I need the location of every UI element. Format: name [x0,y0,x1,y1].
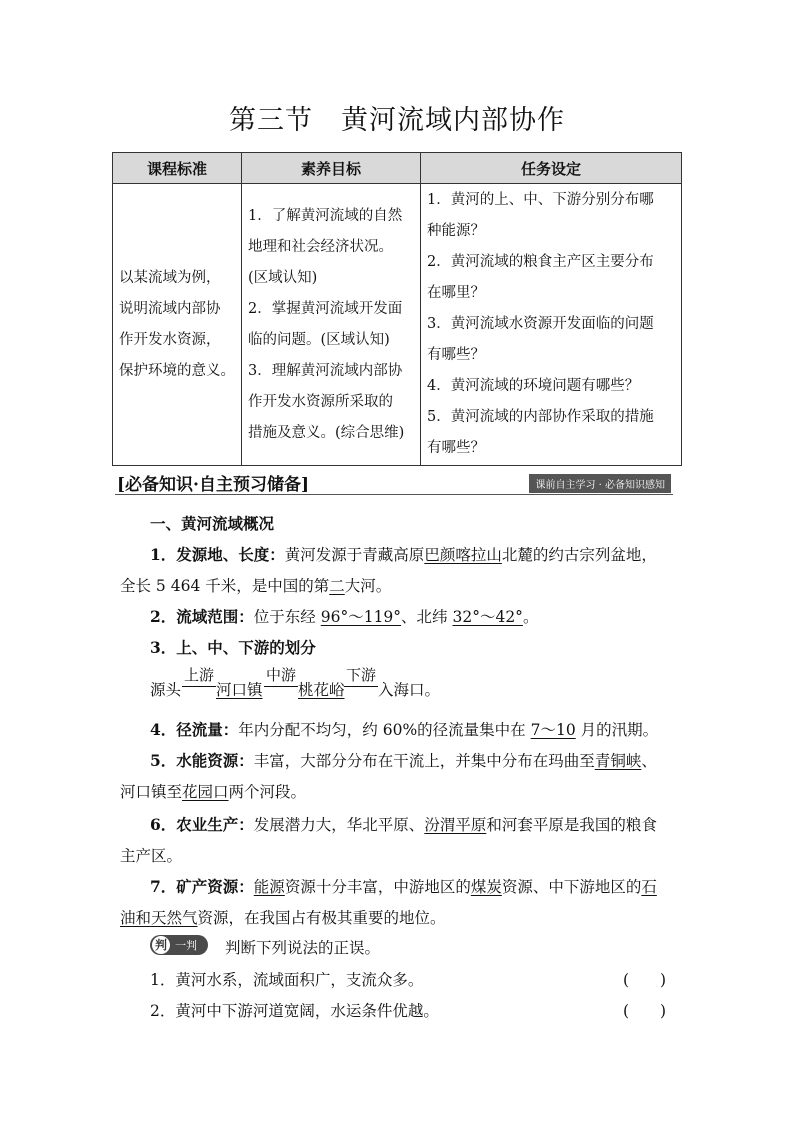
banner-title: [必备知识·自主预习储备] [117,475,310,495]
judge-item-2: 2．黄河中下游河道宽阔，水运条件优越。 [150,1002,439,1020]
p4-text: 月的汛期。 [575,721,659,739]
standard-line: 以某流域为例， [119,269,221,286]
paragraph-1 [150,543,657,565]
paragraph-7-cont [120,906,446,928]
p7-text: 资源十分丰富，中游地区的 [284,878,471,896]
p1-underline: 巴颜喀拉山 [424,546,502,564]
goals-cell [242,184,421,466]
p7-text: 资源、中下游地区的 [501,878,642,896]
p2-text: 位于东经 [253,608,321,626]
goal-line: 地理和社会经济状况。 [248,238,393,255]
standard-line: 作开发水资源， [119,331,221,348]
p2-label: 2．流域范围： [150,607,254,626]
flow-segment-middle [264,666,298,688]
segment-line [182,686,216,687]
goal-line: (区域认知) [248,269,318,286]
p7-text: 资源，在我国占有极其重要的地位。 [197,909,446,927]
p7-underline: 油和天然气 [120,909,198,927]
banner-tag: 课前自主学习 · 必备知识感知 [529,474,671,493]
goal-line: 作开发水资源所采取的 [248,393,393,410]
p7-underline: 煤炭 [470,878,502,896]
header-tasks: 任务设定 [421,153,682,184]
goal-line: 3．理解黄河流域内部协 [248,362,403,379]
page-title: 第三节 黄河流域内部协作 [229,105,565,136]
p2-text: 。 [522,608,539,626]
judge-badge-text: 一判 [175,939,197,952]
p7-underline: 石 [641,878,657,896]
p6-underline: 汾渭平原 [424,816,487,834]
p1-text: 全长 5 464 千米，是中国的第 [120,577,330,595]
p5-text: 河口镇至 [120,783,183,801]
p6-text: 发展潜力大，华北平原、 [253,816,425,834]
paragraph-5-cont [120,780,306,802]
task-line: 1．黄河的上、中、下游分别分布哪 [427,192,654,208]
answer-blank-2[interactable]: ( ) [623,1002,667,1020]
p7-underline: 能源 [253,878,285,896]
task-line: 在哪里？ [427,285,486,301]
segment-label: 上游 [183,666,214,684]
section-banner [115,468,673,495]
p1-text: 北麓的约古宗列盆地， [501,546,657,564]
paragraph-4 [150,718,658,740]
flow-node: 河口镇 [216,681,263,699]
judge-item-1: 1．黄河水系，流域面积广，支流众多。 [150,971,424,989]
p2-underline: 96°～119° [320,608,402,626]
p1-label: 1．发源地、长度： [150,545,285,564]
p1-underline: 二 [329,577,345,595]
section-heading [150,512,274,534]
flow-segment-lower [344,666,378,688]
p2-underline: 32°～42° [452,608,523,626]
task-line: 有哪些？ [427,440,486,456]
goal-line: 临的问题。(区域认知) [248,331,390,348]
flow-end: 入海口。 [378,681,441,699]
goal-line: 1．了解黄河流域的自然 [248,207,403,224]
goal-line: 2．掌握黄河流域开发面 [248,300,403,317]
paragraph-1-cont [120,574,391,596]
segment-line [264,686,298,687]
p3-label: 3．上、中、下游的划分 [150,638,316,657]
segment-label: 中游 [265,666,296,684]
objectives-table [112,152,682,466]
table-header-row [113,153,682,184]
flow-segment-upper [182,666,216,688]
river-division-diagram [150,664,550,704]
p5-label: 5．水能资源： [150,751,254,770]
flow-start: 源头 [150,681,182,699]
task-line: 种能源？ [427,223,486,239]
goal-line: 措施及意义。(综合思维) [248,424,405,441]
standard-cell [113,184,242,466]
paragraph-7 [150,875,657,897]
p5-text: 、 [641,752,657,770]
judge-badge-char: 判 [152,936,170,954]
task-line: 有哪些？ [427,347,486,363]
task-line: 4．黄河流域的环境问题有哪些？ [427,378,640,394]
paragraph-6-cont [120,844,182,866]
heading-text: 一、黄河流域概况 [150,514,275,533]
judge-badge [150,935,208,955]
p6-label: 6．农业生产： [150,815,254,834]
p5-underline: 青铜峡 [594,752,642,770]
p4-label: 4．径流量： [150,720,239,739]
p1-text: 大河。 [344,577,392,595]
p5-underline: 花园口 [182,783,229,801]
header-goals: 素养目标 [242,153,421,184]
paragraph-5 [150,749,657,771]
p6-text: 主产区。 [120,847,183,865]
p5-text: 丰富，大部分分布在干流上，并集中分布在玛曲至 [253,752,595,770]
p2-text: 、北纬 [401,608,453,626]
task-line: 5．黄河流域的内部协作采取的措施 [427,409,654,425]
p7-label: 7．矿产资源： [150,877,254,896]
p5-text: 两个河段。 [228,783,307,801]
paragraph-2 [150,605,538,627]
p4-underline: 7～10 [530,721,576,739]
paragraph-3 [150,636,316,658]
p6-text: 和河套平原是我国的粮食 [486,816,657,834]
flow-node: 桃花峪 [298,681,345,699]
p4-text: 年内分配不均匀，约 60%的径流量集中在 [238,721,531,739]
header-standard: 课程标准 [113,153,242,184]
segment-label: 下游 [345,666,376,684]
table-row [113,184,682,466]
tasks-cell [421,184,682,466]
answer-blank-1[interactable]: ( ) [623,971,667,989]
task-line: 3．黄河流域水资源开发面临的问题 [427,316,654,332]
judge-instruction: 判断下列说法的正误。 [225,939,381,957]
segment-line [344,686,378,687]
standard-line: 保护环境的意义。 [119,362,235,379]
paragraph-6 [150,813,657,835]
p1-text: 黄河发源于青藏高原 [284,546,425,564]
task-line: 2．黄河流域的粮食主产区主要分布 [427,254,654,270]
standard-line: 说明流域内部协 [119,300,221,317]
